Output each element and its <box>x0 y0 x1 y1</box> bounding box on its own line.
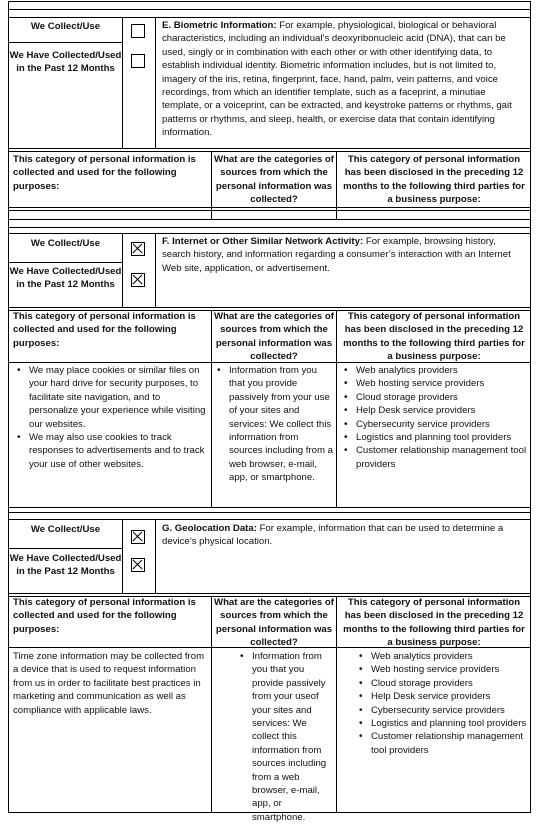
category-description <box>162 235 526 275</box>
collected-past-12-months-checkbox[interactable] <box>131 273 145 287</box>
purposes-list <box>13 364 209 471</box>
collect-use-checkbox[interactable] <box>131 24 145 38</box>
list-item: • Information from you that you provide passively from your useof your sites and services: We collect this information from sources including from a web browser, e-mail, app, or smartphone. <box>236 650 334 824</box>
category-description-text: For example, browsing history, search history, and information regarding a consumer’s interaction with an Internet Web site, application, or advertisement. <box>162 236 511 274</box>
disclosed-header: This category of personal information has been disclosed in the preceding 12 months to the following third parties for a business purpose: <box>343 311 525 363</box>
list-item: • Cybersecurity service providers <box>355 704 527 717</box>
list-item: • Web hosting service providers <box>340 377 528 390</box>
third-parties-list <box>340 364 528 471</box>
list-item: • Web hosting service providers <box>355 663 527 676</box>
list-item: • Web analytics providers <box>355 650 527 663</box>
sources-list <box>213 364 334 485</box>
list-item: • Cybersecurity service providers <box>340 418 528 431</box>
purposes-header: This category of personal information is collected and used for the following purposes: <box>13 154 196 192</box>
list-item: • We may place cookies or similar files on your hard drive for security purposes, to facilitate site navigation, and to personalize your experience while visiting our websites. <box>13 364 209 431</box>
sources-header: What are the categories of sources from which the personal information was collected? <box>214 311 334 363</box>
sources-header: What are the categories of sources from which the personal information was collected? <box>214 154 334 206</box>
purposes-header: This category of personal information is collected and used for the following purposes: <box>13 311 196 349</box>
list-item: • Help Desk service providers <box>340 404 528 417</box>
we-have-collected-label: We Have Collected/Used in the Past 12 Months <box>9 266 122 291</box>
disclosed-header: This category of personal information has been disclosed in the preceding 12 months to the following third parties for a business purpose: <box>343 597 525 649</box>
category-title: F. Internet or Other Similar Network Activity: <box>162 236 364 247</box>
we-have-collected-label: We Have Collected/Used in the Past 12 Months <box>9 553 122 578</box>
list-item: • Help Desk service providers <box>355 690 527 703</box>
category-description-text: For example, information that can be used to determine a device’s physical location. <box>162 523 504 548</box>
disclosed-header: This category of personal information has been disclosed in the preceding 12 months to the following third parties for a business purpose: <box>343 154 525 206</box>
category-description-text: For example, physiological, biological or behavioral characteristics, including an individual’s deoxyribonucleic acid (DNA), that can be used, singly or in combination with each other or with other identifying data, to establish individual identity. Biometric information includes, but is not limited to, imagery of the iris, retina, fingerprint, face, hand, palm, vein patterns, and voice recordings, from which an identifier template, such as a faceprint, a minutiae template, or a voiceprint, can be extracted, and keystroke patterns or rhythms, gait patterns or rhythms, and sleep, health, or exercise data that contain identifying information. <box>162 20 512 139</box>
category-description <box>162 522 526 549</box>
list-item: • Web analytics providers <box>340 364 528 377</box>
category-title: E. Biometric Information: <box>162 20 277 31</box>
category-title: G. Geolocation Data: <box>162 523 257 534</box>
we-collect-use-label: We Collect/Use <box>30 524 101 535</box>
list-item: • We may also use cookies to track responses to advertisements and to track your use of other websites. <box>13 431 209 471</box>
collected-past-12-months-checkbox[interactable] <box>131 54 145 68</box>
list-item: • Cloud storage providers <box>340 391 528 404</box>
sources-header: What are the categories of sources from which the personal information was collected? <box>214 597 334 649</box>
list-item: • Information from you that you provide passively from your use of your sites and services: We collect this information from sources including from a web browser, e-mail, app, or smartphone. <box>213 364 334 485</box>
we-collect-use-label: We Collect/Use <box>30 21 101 32</box>
list-item: • Logistics and planning tool providers <box>340 431 528 444</box>
list-item: • Logistics and planning tool providers <box>355 717 527 730</box>
list-item: • Cloud storage providers <box>355 677 527 690</box>
collect-use-checkbox[interactable] <box>131 530 145 544</box>
collected-past-12-months-checkbox[interactable] <box>131 558 145 572</box>
list-item: • Customer relationship management tool providers <box>355 730 527 757</box>
list-item: • Customer relationship management tool providers <box>340 444 528 471</box>
collect-use-checkbox[interactable] <box>131 242 145 256</box>
we-collect-use-label: We Collect/Use <box>30 238 101 249</box>
third-parties-list <box>355 650 527 757</box>
purposes-header: This category of personal information is collected and used for the following purposes: <box>13 597 196 635</box>
sources-list <box>236 650 334 824</box>
we-have-collected-label: We Have Collected/Used in the Past 12 Months <box>9 50 122 75</box>
category-description <box>162 19 526 140</box>
purposes-text: Time zone information may be collected from a device that is used to request information from us in order to facilitate best practices in marketing and communication as well as compliance with applicable laws. <box>13 651 205 716</box>
